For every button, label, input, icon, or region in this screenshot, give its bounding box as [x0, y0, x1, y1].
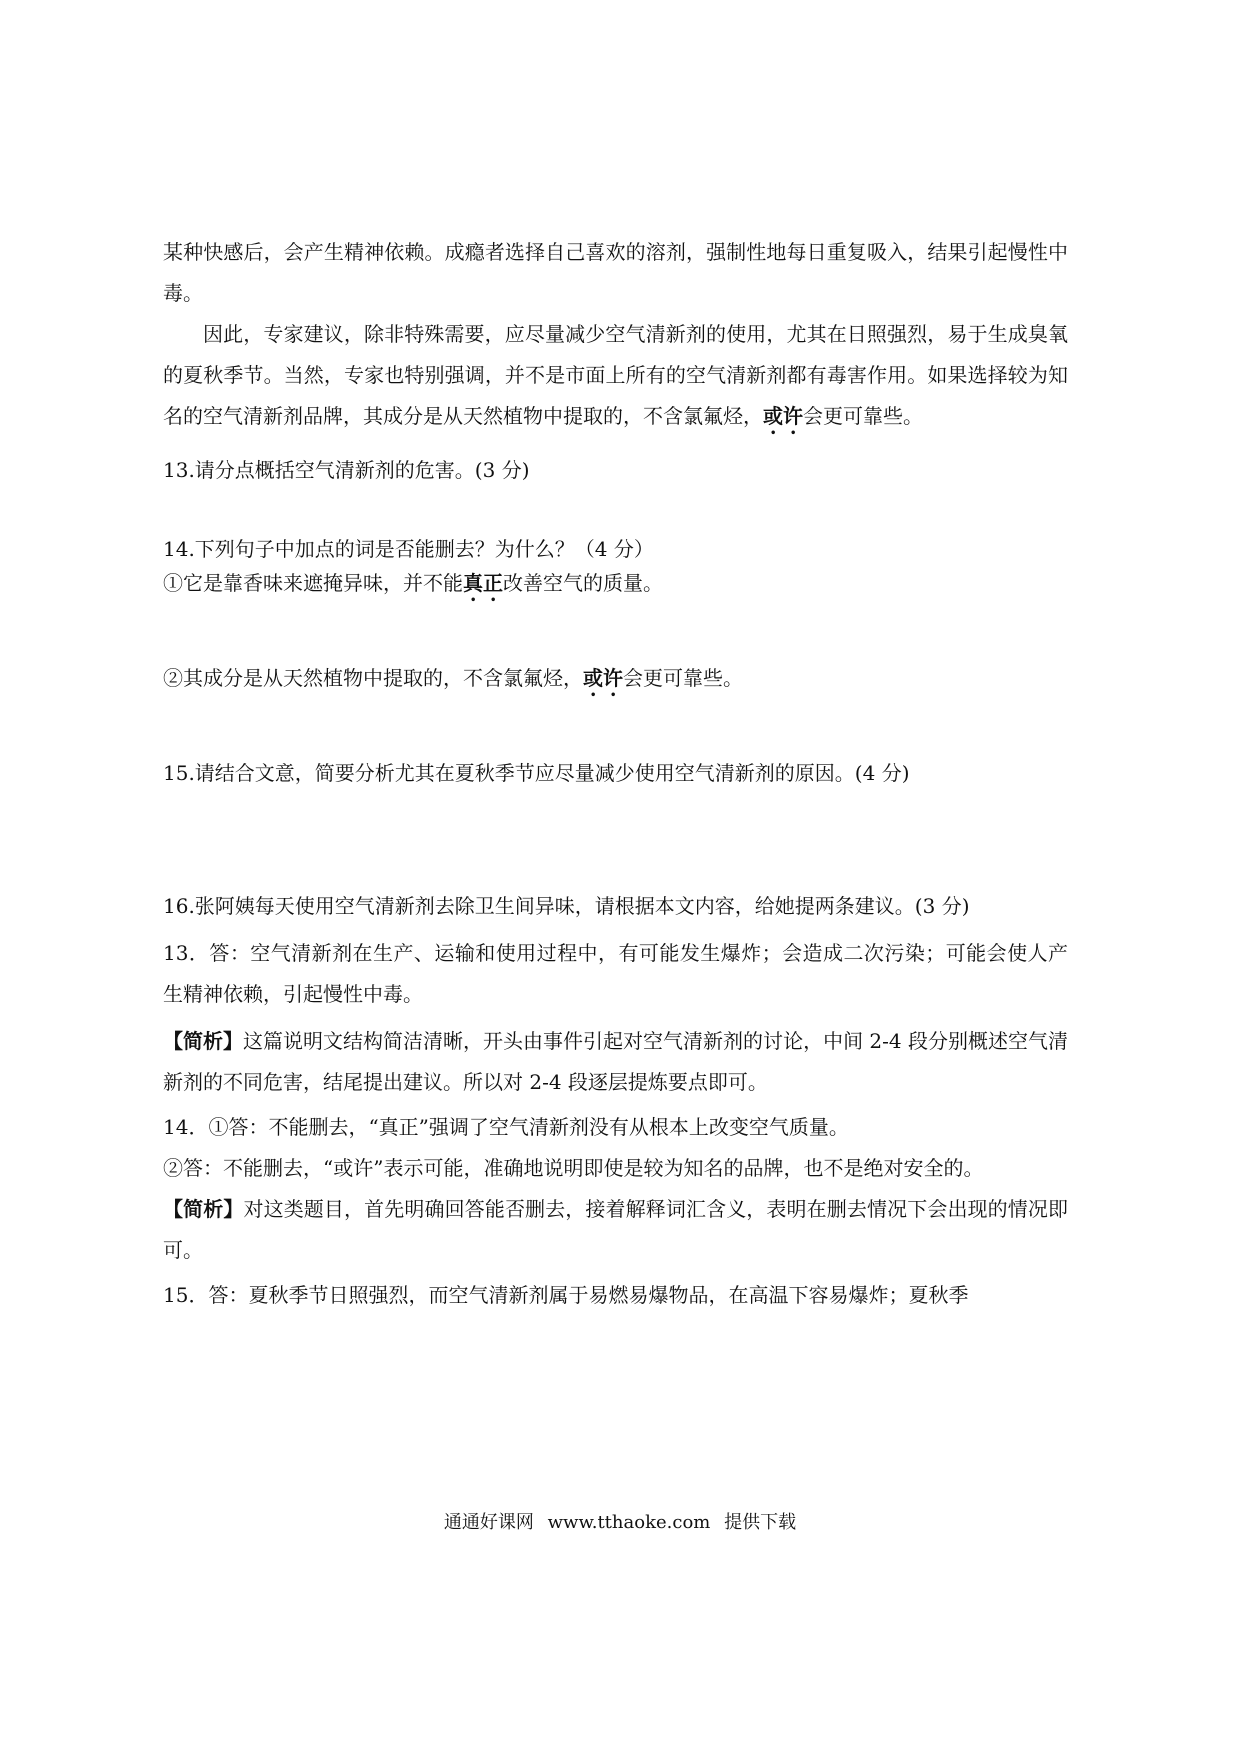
- analysis-text: 对这类题目，首先明确回答能否删去，接着解释词汇含义，表明在删去情况下会出现的情况即可。: [163, 1197, 1069, 1262]
- q14-1-post: 改善空气的质量。: [503, 571, 663, 595]
- answer-13: 13．答：空气清新剂在生产、运输和使用过程中，有可能发生爆炸；会造成二次污染；可能会使人产生精神依赖，引起慢性中毒。: [163, 941, 1068, 1006]
- question-15: 15.请结合文意，简要分析尤其在夏秋季节应尽量减少使用空气清新剂的原因。(4 分): [163, 761, 910, 785]
- q14-1-pre: ①它是靠香味来遮掩异味，并不能: [163, 571, 463, 595]
- document-body: [163, 232, 1068, 1316]
- answer-13-analysis: [163, 1021, 1068, 1103]
- question-14: 14.下列句子中加点的词是否能删去？为什么？（4 分）: [163, 537, 654, 561]
- answer-14-1: 14．①答：不能删去，“真正”强调了空气清新剂没有从根本上改变空气质量。: [163, 1115, 849, 1139]
- question-13: 13.请分点概括空气清新剂的危害。(3 分): [163, 458, 530, 482]
- q14-2-emphasis: 或许: [583, 666, 623, 690]
- question-16: 16.张阿姨每天使用空气清新剂去除卫生间异味，请根据本文内容，给她提两条建议。(3 分): [163, 894, 970, 918]
- footer-note: 提供下载: [724, 1512, 797, 1533]
- footer-site: 通通好课网: [443, 1512, 534, 1533]
- footer-url[interactable]: www.tthaoke.com: [547, 1512, 711, 1533]
- question-14-sentence-1: [163, 565, 1068, 606]
- page-footer: [0, 1508, 1240, 1534]
- paragraph-1: 某种快感后，会产生精神依赖。成瘾者选择自己喜欢的溶剂，强制性地每日重复吸入，结果引起慢性中毒。: [163, 240, 1068, 305]
- paragraph-2-emphasis: 或许: [763, 404, 803, 428]
- analysis-tag: 【简析】: [163, 1197, 244, 1221]
- question-14-sentence-2: [163, 658, 1068, 701]
- analysis-text: 这篇说明文结构简洁清晰，开头由事件引起对空气清新剂的讨论，中间 2-4 段分别概述空气清新剂的不同危害，结尾提出建议。所以对 2-4 段逐层提炼要点即可。: [163, 1029, 1069, 1094]
- paragraph-2: [163, 314, 1068, 439]
- q14-2-pre: ②其成分是从天然植物中提取的，不含氯氟烃，: [163, 666, 583, 690]
- q14-2-post: 会更可靠些。: [623, 666, 743, 690]
- analysis-tag: 【简析】: [163, 1029, 244, 1053]
- answer-15: 15．答：夏秋季节日照强烈，而空气清新剂属于易燃易爆物品，在高温下容易爆炸；夏秋季: [163, 1283, 969, 1307]
- paragraph-2-text: 因此，专家建议，除非特殊需要，应尽量减少空气清新剂的使用，尤其在日照强烈，易于生成臭氧的夏秋季节。当然，专家也特别强调，并不是市面上所有的空气清新剂都有毒害作用。如果选择较为知名的空气清新剂品牌，其成分是从天然植物中提取的，不含氯氟烃，: [163, 322, 1068, 428]
- answer-14-analysis: [163, 1189, 1068, 1271]
- answer-14-2: ②答：不能删去，“或许”表示可能，准确地说明即使是较为知名的品牌，也不是绝对安全的。: [163, 1156, 984, 1180]
- paragraph-2-tail: 会更可靠些。: [803, 404, 923, 428]
- q14-1-emphasis: 真正: [463, 571, 503, 595]
